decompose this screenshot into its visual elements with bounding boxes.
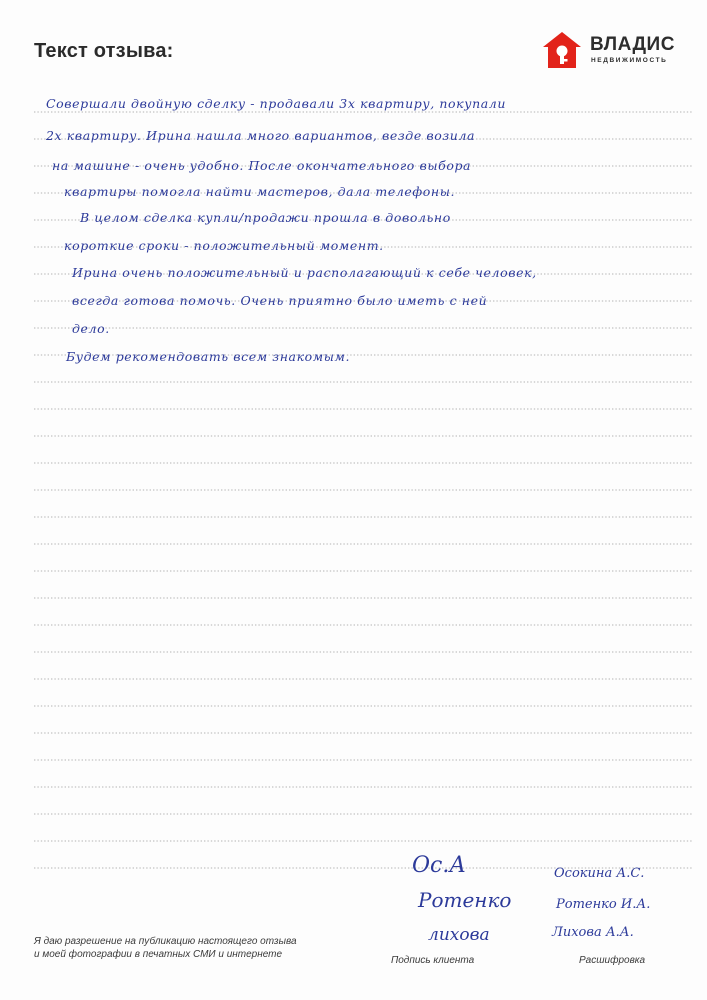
brand-tagline: НЕДВИЖИМОСТЬ bbox=[591, 57, 668, 64]
review-line: Совершали двойную сделку - продавали 3х квартиру, покупали bbox=[46, 96, 506, 111]
publication-consent bbox=[34, 935, 334, 961]
brand-name: ВЛАДИС bbox=[590, 34, 675, 55]
signature-decoding: Лихова А.А. bbox=[552, 925, 634, 940]
form-title: Текст отзыва: bbox=[34, 40, 174, 62]
client-signature: Ротенко bbox=[418, 888, 512, 912]
review-line: дело. bbox=[72, 321, 110, 336]
consent-line: и моей фотографии в печатных СМИ и интернете bbox=[34, 949, 283, 960]
signature-decoding: Ротенко И.А. bbox=[556, 897, 651, 912]
review-line: Будем рекомендовать всем знакомым. bbox=[66, 349, 351, 364]
review-line: Ирина очень положительный и располагающий к себе человек, bbox=[72, 265, 537, 280]
review-line: 2х квартиру. Ирина нашла много вариантов, везде возила bbox=[46, 128, 476, 143]
decoding-caption: Расшифровка bbox=[579, 955, 646, 966]
review-line: В целом сделка купли/продажи прошла в довольно bbox=[80, 210, 451, 225]
review-line: короткие сроки - положительный момент. bbox=[64, 238, 384, 253]
review-line: квартиры помогла найти мастеров, дала телефоны. bbox=[64, 184, 456, 199]
client-signature: лихова bbox=[428, 925, 490, 945]
review-line: всегда готова помочь. Очень приятно было иметь с ней bbox=[72, 293, 488, 308]
review-line: на машине - очень удобно. После окончательного выбора bbox=[52, 158, 472, 173]
client-signature: Ос.А bbox=[412, 853, 467, 878]
signature-caption: Подпись клиента bbox=[391, 955, 475, 966]
consent-line: Я даю разрешение на публикацию настоящего отзыва bbox=[34, 936, 297, 947]
signature-decoding: Осокина А.С. bbox=[554, 866, 645, 881]
